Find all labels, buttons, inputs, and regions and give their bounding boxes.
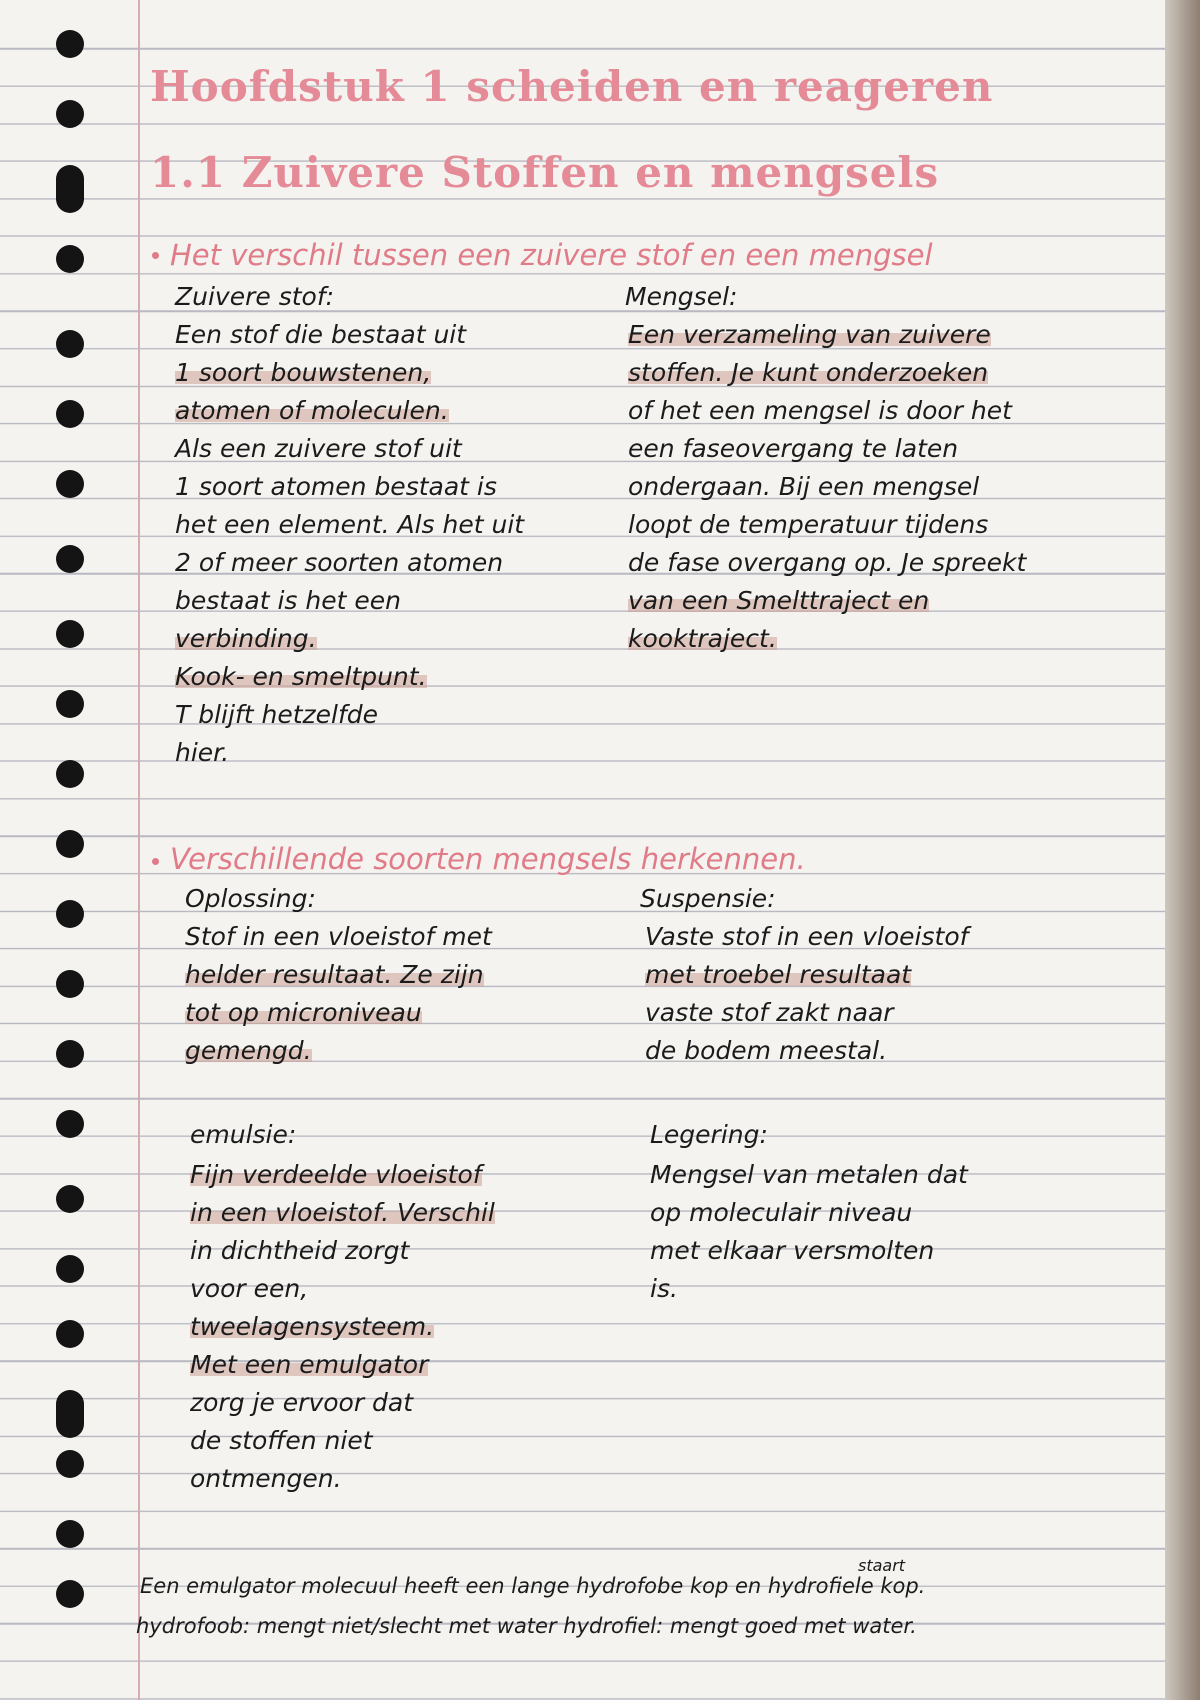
text-line: ondergaan. Bij een mengsel — [628, 472, 980, 501]
text-line: een faseovergang te laten — [628, 434, 959, 463]
footer-line-1: Een emulgator molecuul heeft een lange hydrofobe kop en hydrofiele kop. — [140, 1574, 926, 1598]
text-line: voor een, — [190, 1274, 309, 1303]
text-line: stoffen. Je kunt onderzoeken — [628, 358, 989, 387]
punch-hole — [56, 245, 84, 273]
pure-substance-title: Zuivere stof: — [175, 282, 335, 311]
text-line: in een vloeistof. Verschil — [190, 1198, 495, 1227]
punch-hole — [56, 1185, 84, 1213]
punch-hole — [56, 1320, 84, 1348]
text-line: verbinding. — [175, 624, 317, 653]
annotation-staart: staart — [858, 1556, 906, 1575]
punch-hole — [56, 400, 84, 428]
emulsion-title: emulsie: — [190, 1120, 297, 1149]
text-line: of het een mengsel is door het — [628, 396, 1012, 425]
section-title: 1.1 Zuivere Stoffen en mengsels — [150, 148, 940, 197]
punch-hole — [56, 1580, 84, 1608]
text-line: in dichtheid zorgt — [190, 1236, 410, 1265]
punch-hole — [56, 1390, 84, 1438]
text-line: Mengsel van metalen dat — [650, 1160, 968, 1189]
solution-title: Oplossing: — [185, 884, 316, 913]
text-line: Kook- en smeltpunt. — [175, 662, 427, 691]
bullet-icon — [152, 252, 159, 259]
subheading-difference: Het verschil tussen een zuivere stof en een mengsel — [170, 238, 933, 272]
text-line: van een Smelttraject en — [628, 586, 930, 615]
text-line: de bodem meestal. — [645, 1036, 888, 1065]
punch-hole — [56, 760, 84, 788]
punch-hole — [56, 620, 84, 648]
punch-hole — [56, 1110, 84, 1138]
margin-line — [138, 0, 140, 1700]
text-line: Een stof die bestaat uit — [175, 320, 467, 349]
text-line: 1 soort bouwstenen, — [175, 358, 432, 387]
punch-hole — [56, 1520, 84, 1548]
alloy-title: Legering: — [650, 1120, 768, 1149]
punch-hole — [56, 165, 84, 213]
bullet-icon — [152, 858, 159, 865]
punch-hole — [56, 100, 84, 128]
text-line: Een verzameling van zuivere — [628, 320, 991, 349]
text-line: atomen of moleculen. — [175, 396, 449, 425]
punch-hole — [56, 1040, 84, 1068]
text-line: Als een zuivere stof uit — [175, 434, 462, 463]
punch-hole — [56, 690, 84, 718]
text-line: Stof in een vloeistof met — [185, 922, 492, 951]
punch-hole — [56, 545, 84, 573]
text-line: gemengd. — [185, 1036, 312, 1065]
text-line: tot op microniveau — [185, 998, 422, 1027]
text-line: kooktraject. — [628, 624, 777, 653]
punch-hole — [56, 970, 84, 998]
text-line: helder resultaat. Ze zijn — [185, 960, 484, 989]
text-line: 1 soort atomen bestaat is — [175, 472, 497, 501]
text-line: op moleculair niveau — [650, 1198, 913, 1227]
suspension-title: Suspensie: — [640, 884, 776, 913]
punch-hole — [56, 900, 84, 928]
text-line: het een element. Als het uit — [175, 510, 525, 539]
punch-hole — [56, 830, 84, 858]
text-line: de fase overgang op. Je spreekt — [628, 548, 1027, 577]
text-line: Fijn verdeelde vloeistof — [190, 1160, 482, 1189]
punch-hole — [56, 1450, 84, 1478]
text-line: ontmengen. — [190, 1464, 342, 1493]
text-line: vaste stof zakt naar — [645, 998, 894, 1027]
punch-hole — [56, 1255, 84, 1283]
punch-hole — [56, 470, 84, 498]
text-line: bestaat is het een — [175, 586, 401, 615]
mixture-title: Mengsel: — [625, 282, 738, 311]
text-line: Vaste stof in een vloeistof — [645, 922, 969, 951]
text-line: hier. — [175, 738, 230, 767]
text-line: met elkaar versmolten — [650, 1236, 935, 1265]
punch-hole — [56, 330, 84, 358]
subheading-mixture-types: Verschillende soorten mengsels herkennen. — [170, 842, 806, 876]
text-line: loopt de temperatuur tijdens — [628, 510, 989, 539]
text-line: tweelagensysteem. — [190, 1312, 435, 1341]
text-line: Met een emulgator — [190, 1350, 429, 1379]
footer-line-2: hydrofoob: mengt niet/slecht met water hydrofiel: mengt goed met water. — [136, 1614, 917, 1638]
text-line: de stoffen niet — [190, 1426, 373, 1455]
text-line: zorg je ervoor dat — [190, 1388, 414, 1417]
chapter-title: Hoofdstuk 1 scheiden en reageren — [150, 62, 994, 111]
page-edge-background — [1165, 0, 1200, 1700]
text-line: T blijft hetzelfde — [175, 700, 379, 729]
punch-hole — [56, 30, 84, 58]
text-line: met troebel resultaat — [645, 960, 912, 989]
text-line: 2 of meer soorten atomen — [175, 548, 504, 577]
text-line: is. — [650, 1274, 678, 1303]
